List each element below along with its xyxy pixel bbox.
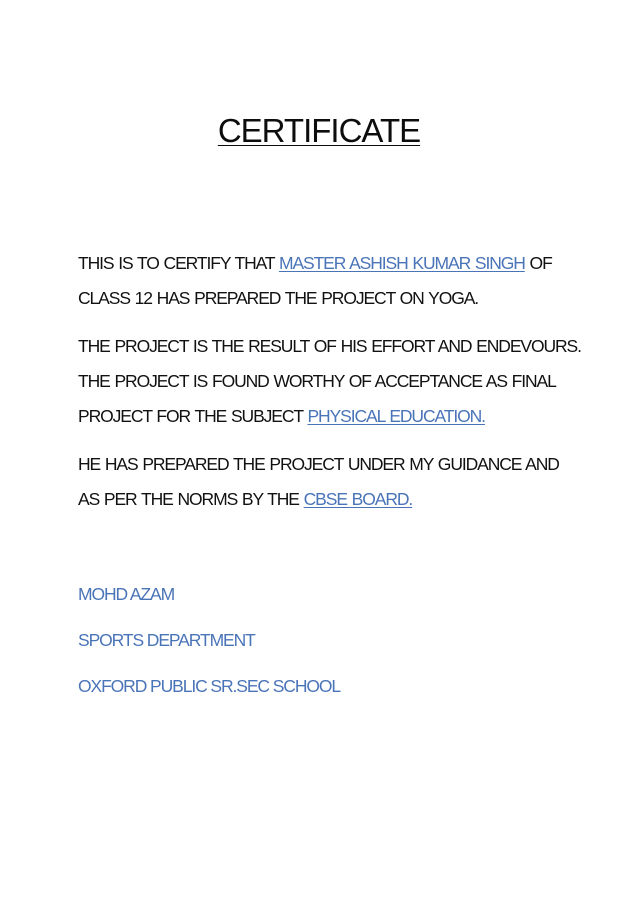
board-prefix: AS PER THE NORMS BY THE	[78, 489, 304, 509]
paragraph2-line1: THE PROJECT IS THE RESULT OF HIS EFFORT AND ENDEVOURS.	[78, 336, 581, 356]
paragraph3-line1: HE HAS PREPARED THE PROJECT UNDER MY GUIDANCE AND	[78, 454, 559, 474]
signatory-department: SPORTS DEPARTMENT	[78, 630, 255, 650]
subject-prefix: PROJECT FOR THE SUBJECT	[78, 406, 308, 426]
board-name: CBSE BOARD.	[303, 489, 413, 509]
paragraph2-line2: THE PROJECT IS FOUND WORTHY OF ACCEPTANCE AS FINAL	[78, 371, 556, 391]
paragraph1-line1	[78, 253, 552, 274]
signatory-school: OXFORD PUBLIC SR.SEC SCHOOL	[78, 676, 341, 696]
student-name: MASTER ASHISH KUMAR SINGH	[278, 253, 525, 273]
subject-name: PHYSICAL EDUCATION.	[307, 406, 485, 426]
paragraph3-line2	[78, 489, 412, 510]
signatory-name: MOHD AZAM	[78, 584, 175, 604]
certificate-title: CERTIFICATE	[217, 112, 421, 149]
certify-prefix: THIS IS TO CERTIFY THAT	[78, 253, 279, 273]
certify-suffix: OF	[524, 253, 552, 273]
paragraph1-line2: CLASS 12 HAS PREPARED THE PROJECT ON YOGA.	[78, 288, 479, 308]
paragraph2-line3	[78, 406, 485, 427]
